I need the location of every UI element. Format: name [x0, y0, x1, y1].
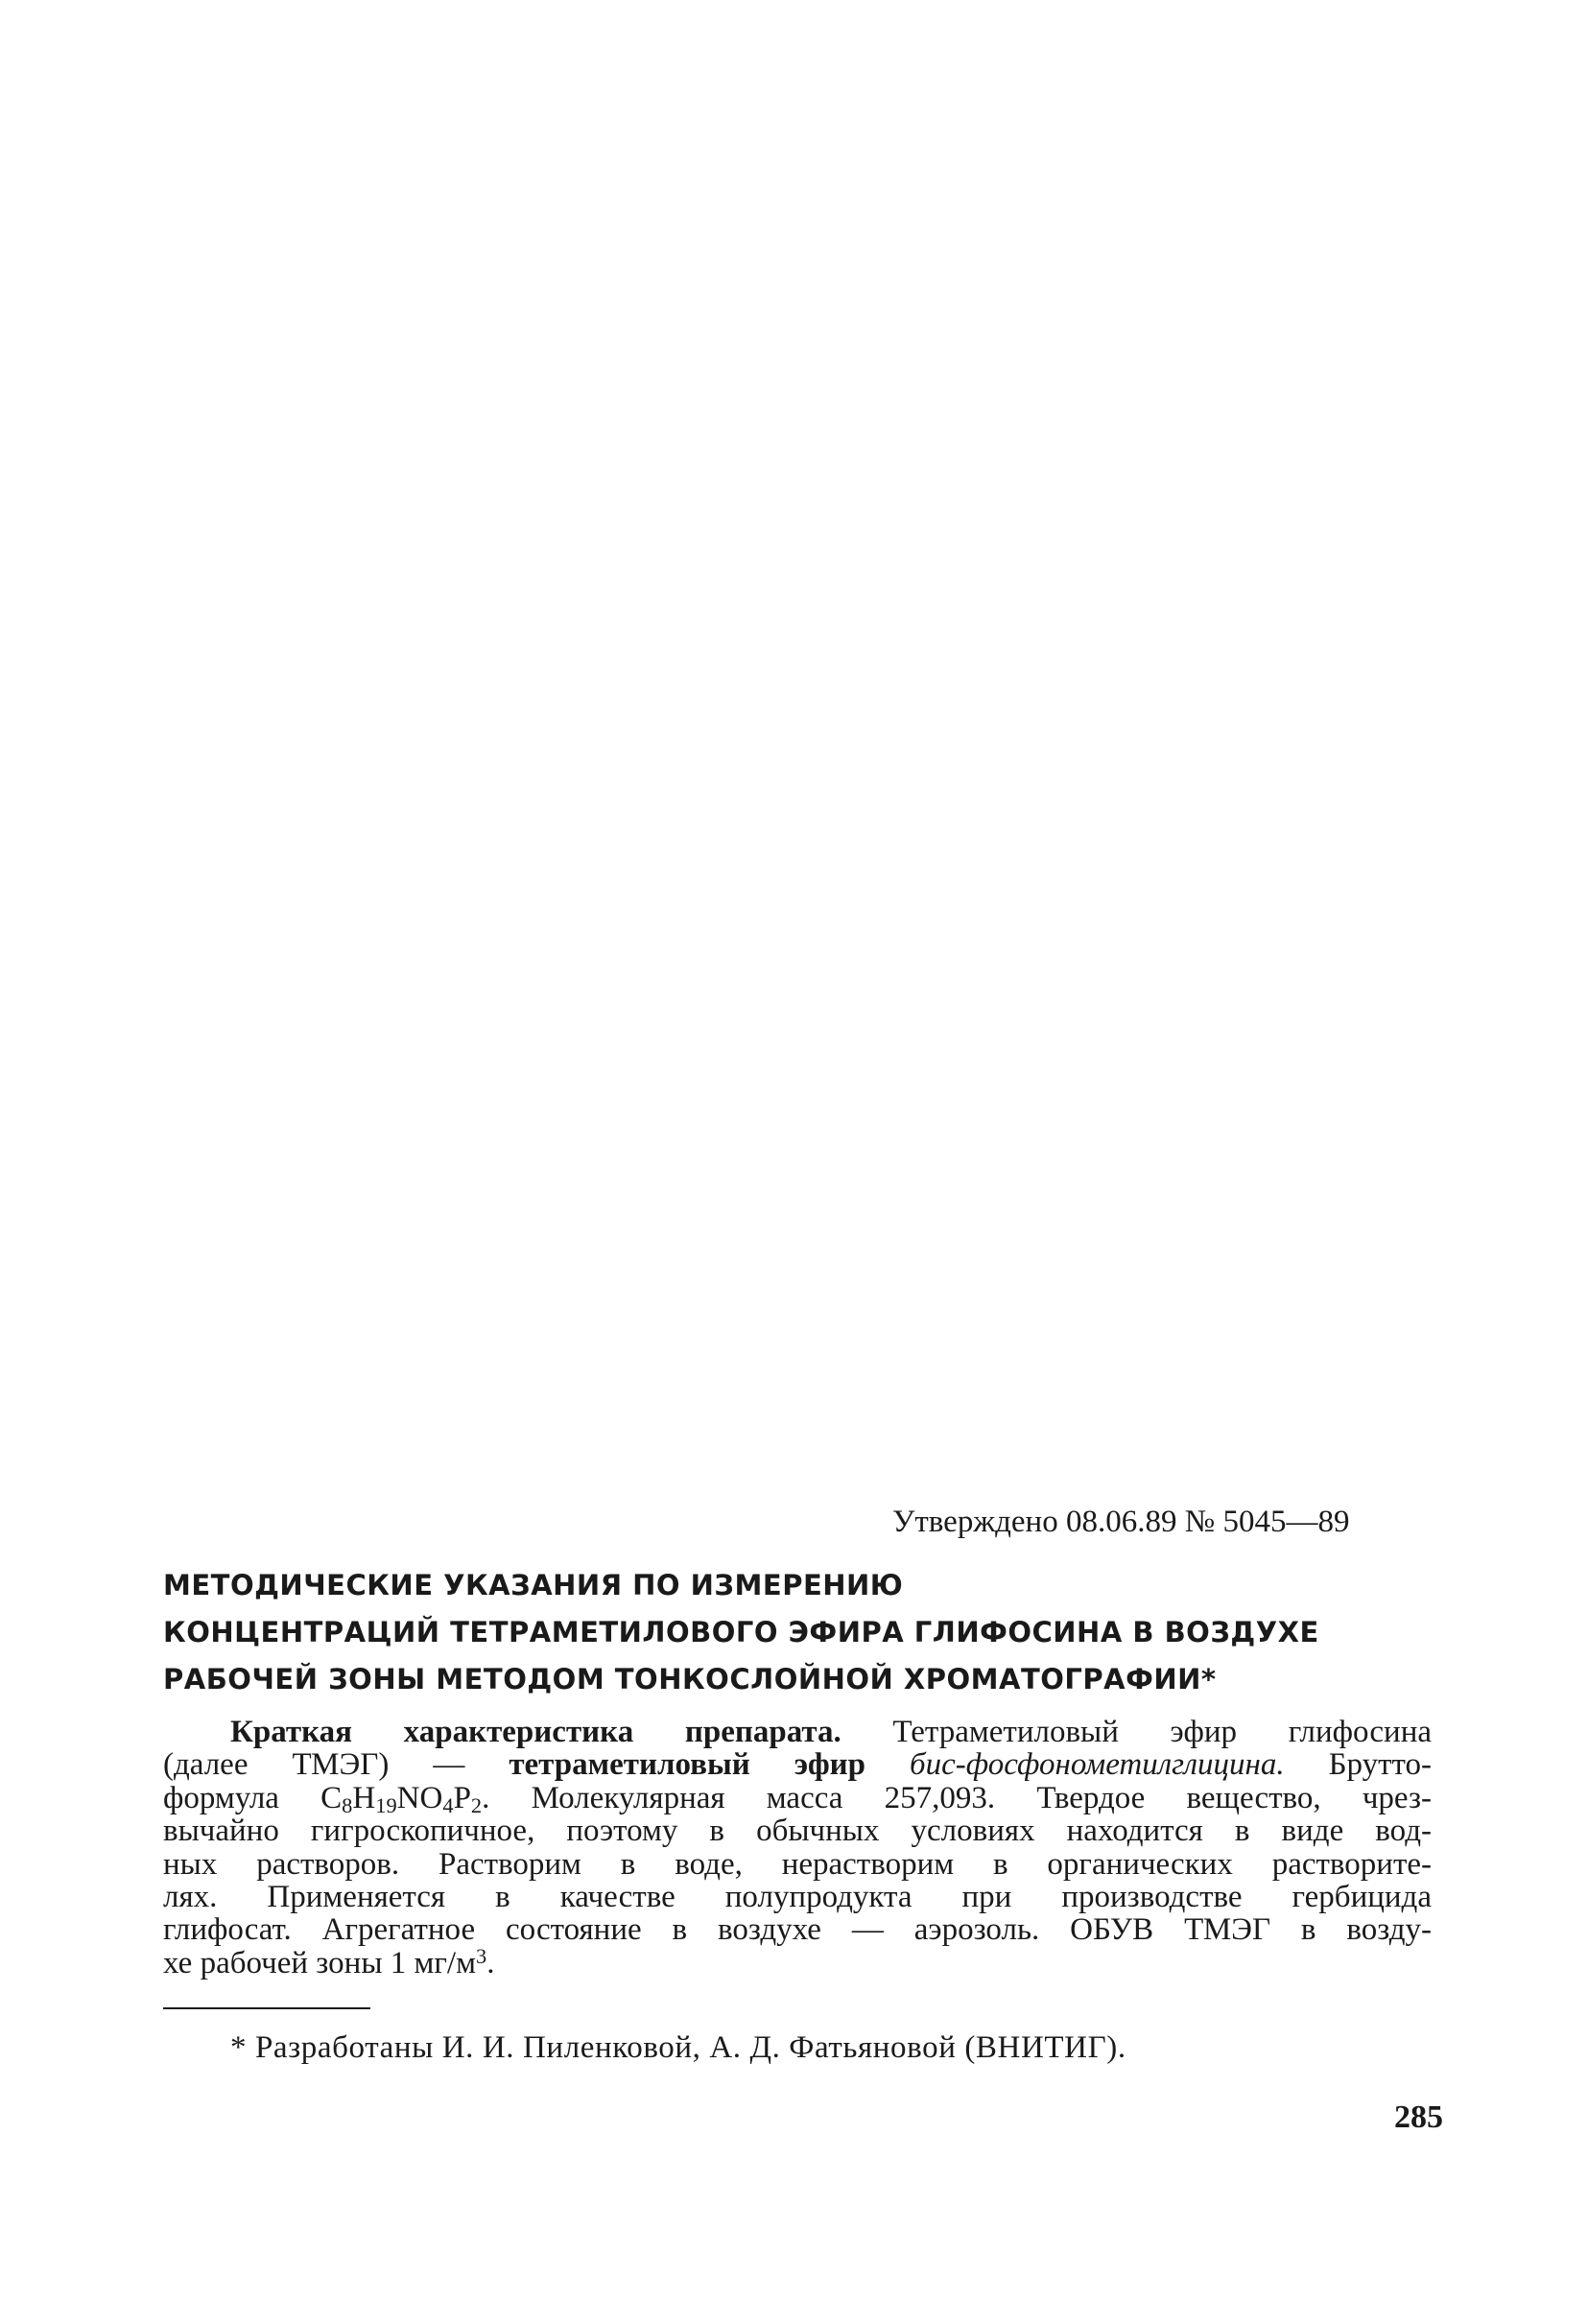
- paragraph-line-1: [163, 1716, 1432, 1748]
- paragraph-line-2: [163, 1748, 1432, 1781]
- paragraph-text: [865, 1747, 910, 1782]
- compound-name: тетраметиловый эфир: [509, 1747, 866, 1783]
- approval-stamp: Утверждено 08.06.89 № 5045—89: [892, 1505, 1350, 1539]
- body-paragraph: [163, 1716, 1432, 1980]
- paragraph-line-4: вычайно гигроскопичное, поэтому в обычных условиях находится в виде вод-: [163, 1814, 1432, 1849]
- compound-name-italic: бис-фосфонометилглицина.: [910, 1747, 1285, 1783]
- paragraph-text: хе рабочей зоны 1 мг/м: [163, 1945, 476, 1980]
- formula-text: P: [453, 1780, 471, 1815]
- title-line-3: РАБОЧЕЙ ЗОНЫ МЕТОДОМ ТОНКОСЛОЙНОЙ ХРОМАТОГРАФИИ*: [163, 1663, 1217, 1696]
- paragraph-line-8: [163, 1943, 1432, 1980]
- paragraph-line-6: лях. Применяется в качестве полупродукта при производстве гербицида: [163, 1880, 1432, 1915]
- formula-subscript: 4: [442, 1792, 454, 1817]
- paragraph-text: . Молекулярная масса 257,093. Твердое вещество, чрез-: [482, 1780, 1432, 1815]
- paragraph-text: Тетраметиловый эфир глифосина: [841, 1715, 1432, 1749]
- formula-subscript: 19: [375, 1792, 397, 1817]
- paragraph-line-5: ных растворов. Растворим в воде, нерастворим в органических растворите-: [163, 1846, 1432, 1882]
- formula-subscript: 8: [342, 1792, 353, 1817]
- paragraph-line-3: [163, 1780, 1432, 1817]
- paragraph-text: (далее ТМЭГ) —: [163, 1747, 510, 1783]
- footnote: * Разработаны И. И. Пиленковой, А. Д. Фатьяновой (ВНИТИГ).: [230, 2030, 1126, 2065]
- paragraph-text: Брутто-: [1284, 1747, 1432, 1783]
- formula-subscript: 2: [470, 1792, 483, 1817]
- page-number: 285: [1394, 2099, 1443, 2135]
- formula-text: H: [352, 1780, 376, 1815]
- paragraph-text: .: [486, 1945, 495, 1980]
- footnote-divider: [163, 2007, 370, 2009]
- title-line-1: МЕТОДИЧЕСКИЕ УКАЗАНИЯ ПО ИЗМЕРЕНИЮ: [163, 1569, 904, 1601]
- paragraph-line-7: глифосат. Агрегатное состояние в воздухе — аэрозоль. ОБУВ ТМЭГ в возду-: [163, 1912, 1432, 1948]
- formula-text: формула C: [163, 1780, 343, 1815]
- title-line-2: КОНЦЕНТРАЦИЙ ТЕТРАМЕТИЛОВОГО ЭФИРА ГЛИФОСИНА В ВОЗДУХЕ: [163, 1616, 1319, 1648]
- document-title: [163, 1562, 1439, 1703]
- paragraph-lead-in: Краткая характеристика препарата.: [230, 1715, 841, 1749]
- formula-text: NO: [396, 1780, 443, 1815]
- unit-superscript: 3: [475, 1943, 487, 1968]
